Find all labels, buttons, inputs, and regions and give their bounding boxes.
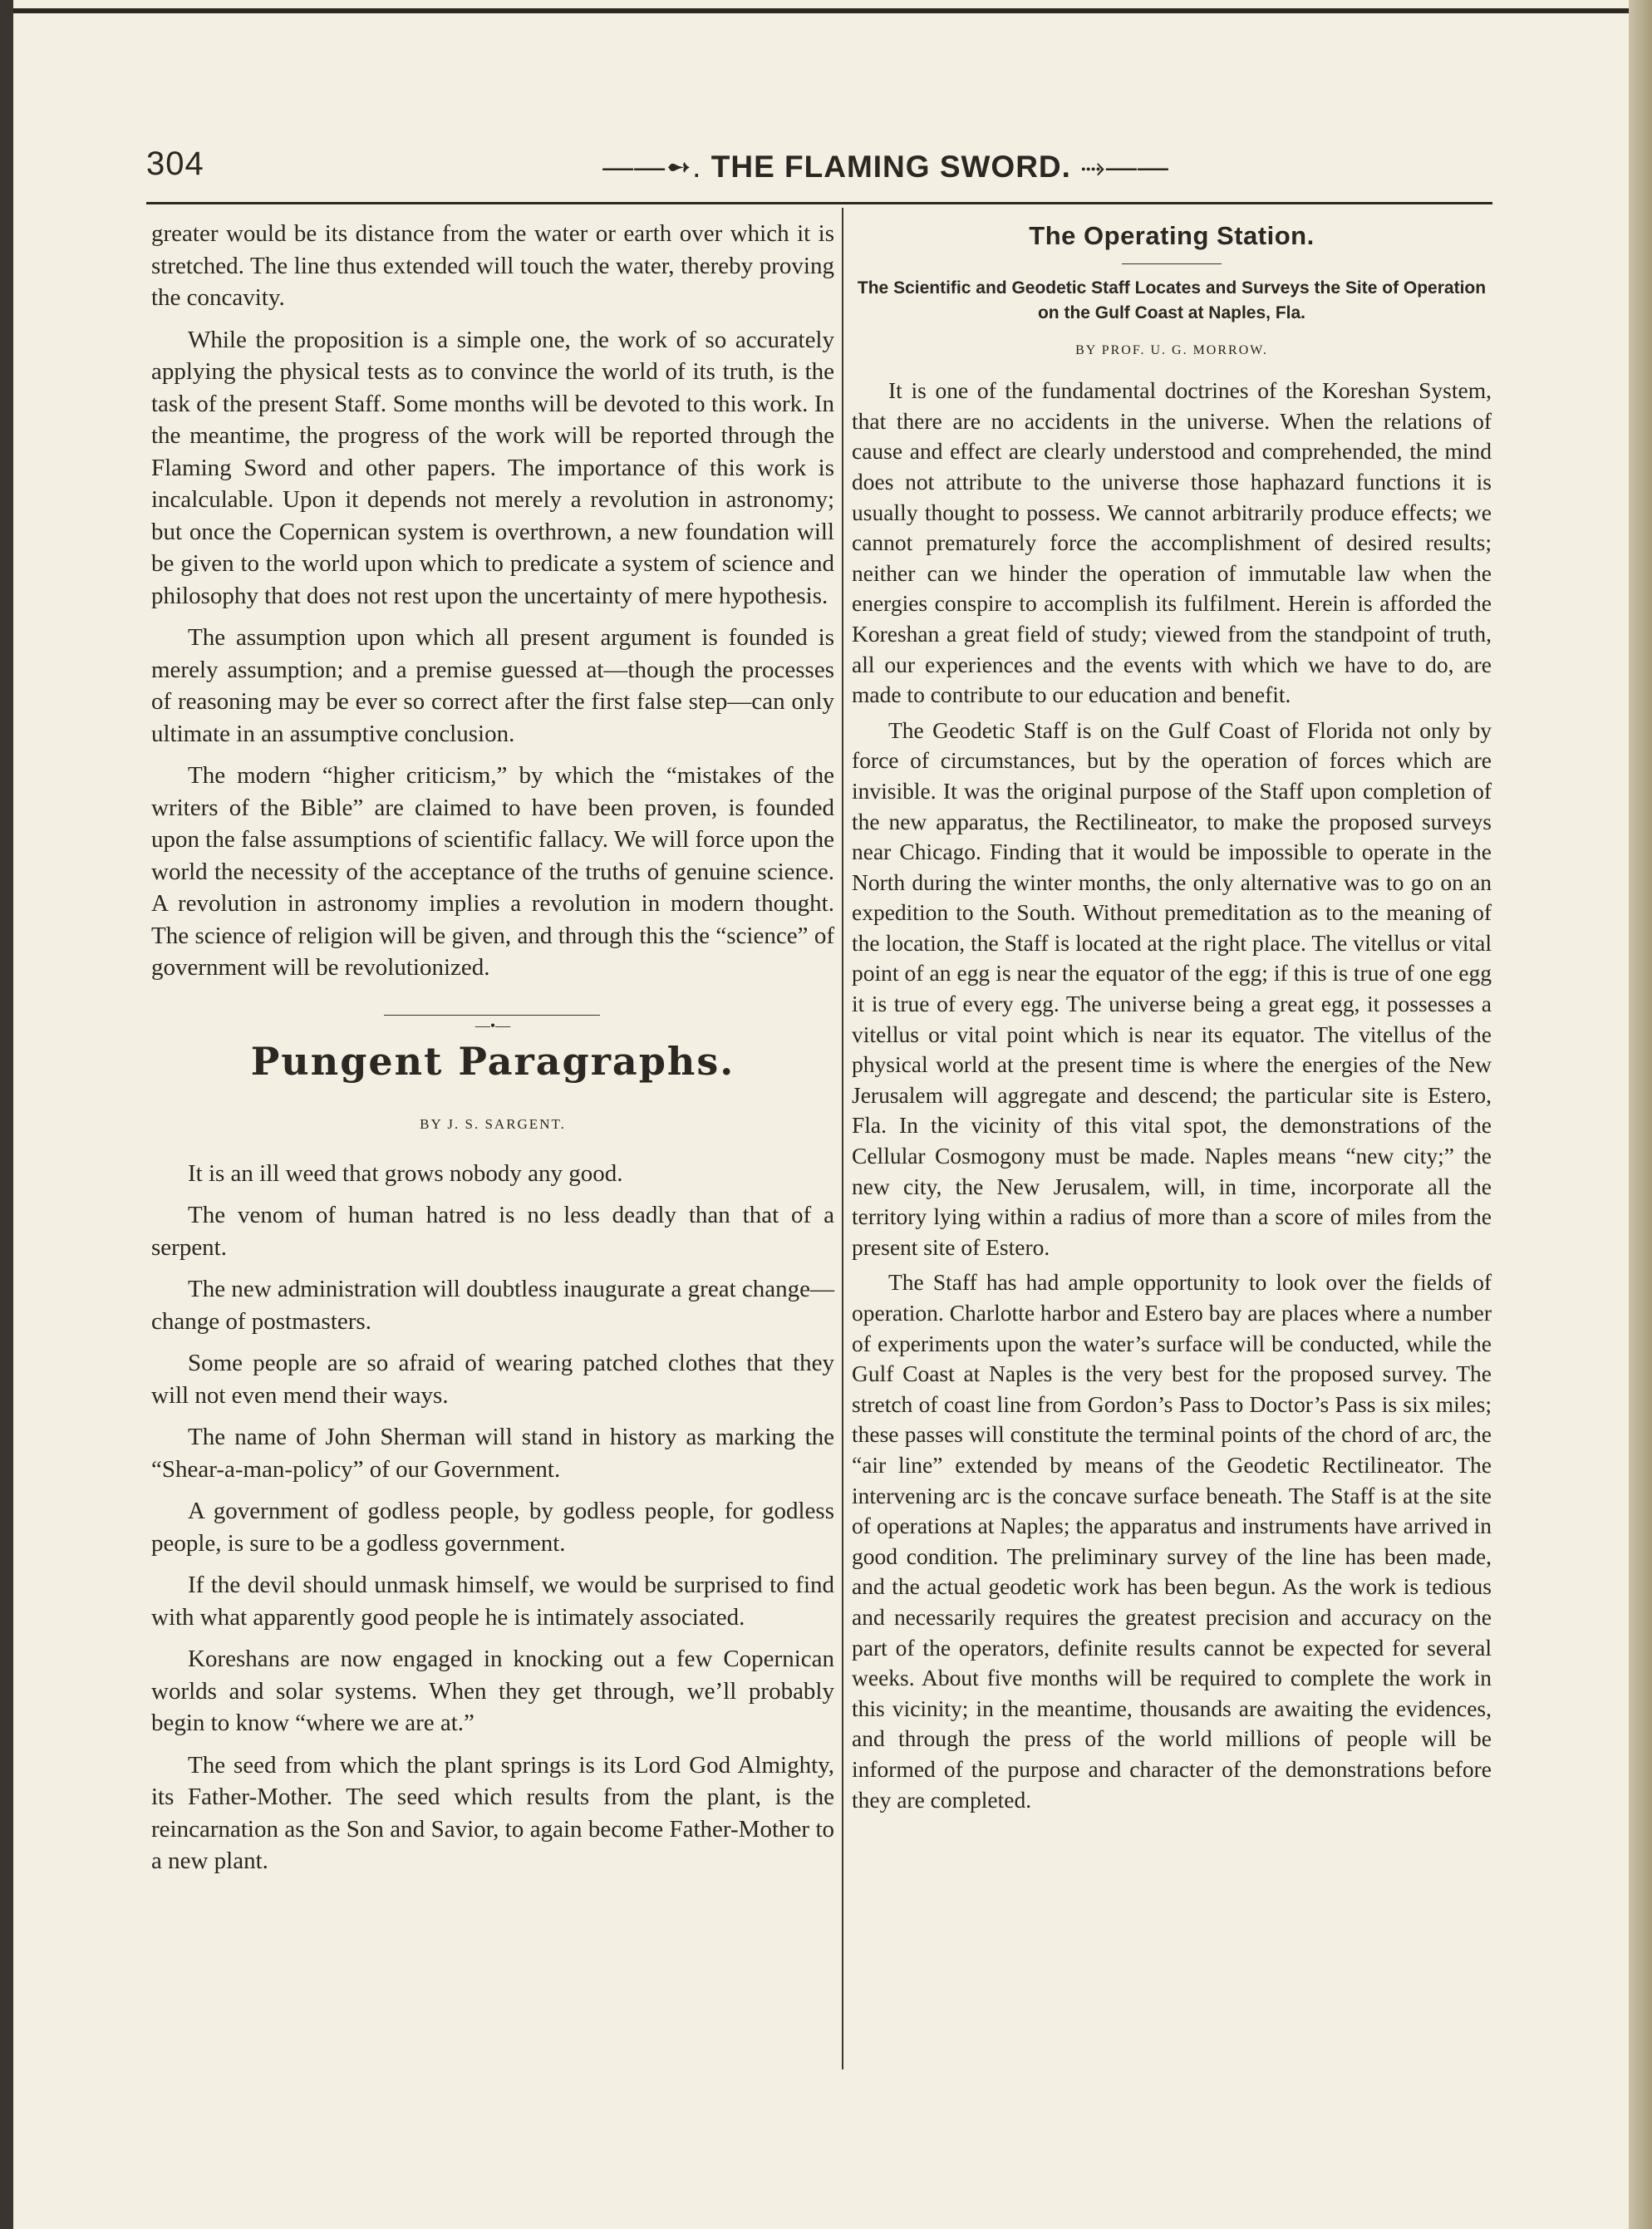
list-item: Some people are so afraid of wearing patched clothes that they will not even mend their ways. bbox=[151, 1350, 834, 1409]
ornament-glyph: —•— bbox=[470, 1017, 515, 1034]
paragraph: While the proposition is a simple one, the work of so accurately applying the physical tests as to convince the world of its truth, is the task of the present Staff. Some months will be devoted to this work. In the meantime, the progress of the work will be reported through the Flaming Sword and other papers. The importance of this work is incalculable. Upon it depends not merely a revolution in astronomy; but once the Copernican system is overthrown, a new foundation will be given to the world upon which to predicate a system of science and philosophy that does not rest upon the uncertainty of mere hypothesis. bbox=[151, 326, 834, 609]
page-header bbox=[146, 145, 1492, 195]
column-divider bbox=[842, 208, 843, 2069]
section-ornament bbox=[151, 1007, 834, 1034]
paragraph: The Geodetic Staff is on the Gulf Coast of Florida not only by force of circumstances, but by the operation of forces which are invisible. It was the original purpose of the Staff upon completion of the new apparatus, the Rectilineator, to make the proposed surveys near Chicago. Finding that it would be impossible to operate in the North during the winter months, the only alternative was to go on an expedition to the South. Without premeditation as to the meaning of the location, the Staff is located at the right place. The vitellus or vital point of an egg is near the equator of the egg; if this is true of one egg it is true of every egg. The universe being a great egg, it possesses a vitellus or vital point which is near its equator. The vitellus of the physical world at the present time is where the energies of the New Jerusalem will aggregate and descend; the particular site is Estero, Fla. In the vicinity of this vital spot, the demonstrations of the Cellular Cosmogony must be made. Naples means “new city;” the new city, the New Jerusalem, will, in time, incorporate all the territory lying within a radius of more than a score of miles from the present site of Estero. bbox=[852, 716, 1492, 1260]
page-number: 304 bbox=[146, 145, 204, 182]
title-rule bbox=[1122, 263, 1222, 264]
article-title: The Operating Station. bbox=[1029, 221, 1315, 250]
book-spine bbox=[1629, 0, 1652, 2229]
list-item: The seed from which the plant springs is its Lord God Almighty, its Father-Mother. The seed which results from the plant, is the reincarnation as the Son and Savior, to again become Father-Mother to a new plant. bbox=[151, 1751, 834, 1874]
paragraph: The Staff has had ample opportunity to look over the fields of operation. Charlotte harbor and Estero bay are places where a number of experiments upon the water’s surface will be conducted, while the Gulf Coast at Naples is the very best for the proposed survey. The stretch of coast line from Gordon’s Pass to Doctor’s Pass is six miles; these passes will constitute the terminal points of the chord of arc, the “air line” extended by means of the Geodetic Rectilineator. The intervening arc is the concave surface beneath. The Staff is at the site of operations at Naples; the apparatus and instruments have arrived in good condition. The preliminary survey of the line has been made, and the actual geodetic work has been begun. As the work is tedious and necessarily requires the greatest precision and accuracy on the part of the operators, definite results cannot be expected for several weeks. About five months will be required to complete the work in this vicinity; in the meantime, thousands are awaiting the evidences, and through the press of the world millions of people will be informed of the purpose and character of the demonstrations before they are completed. bbox=[852, 1269, 1492, 1813]
section-title: Pungent Paragraphs. bbox=[250, 1038, 735, 1084]
paragraph: It is one of the fundamental doctrines of the Koreshan System, that there are no accidents in the universe. When the relations of cause and effect are clearly understood and comprehended, the mind does not attribute to the universe those haphazard functions it is usually thought to possess. We cannot arbitrarily produce effects; we cannot prematurely force the accomplishment of desired results; neither can we hinder the operation of immutable law when the energies conspire to accomplish its fulfilment. Herein is afforded the Koreshan a great field of study; viewed from the standpoint of truth, all our experiences and the events with which we have to do, are made to contribute to our education and benefit. bbox=[852, 377, 1492, 708]
header-rule bbox=[146, 202, 1492, 204]
header-ornament-right: ⤑—— bbox=[1080, 150, 1169, 184]
list-item: The venom of human hatred is no less deadly than that of a serpent. bbox=[151, 1202, 834, 1261]
page-edge-left bbox=[0, 0, 13, 2229]
header-ornament-left: ——➻. bbox=[602, 150, 702, 184]
article-subtitle: The Scientific and Geodetic Staff Locates and Surveys the Site of Operation on the Gulf Coast at Naples, Fla. bbox=[857, 278, 1487, 322]
running-title bbox=[529, 149, 1243, 185]
list-item: Koreshans are now engaged in knocking out a few Copernican worlds and solar systems. When they get through, we’ll probably begin to know “where we are at.” bbox=[151, 1646, 834, 1736]
paragraph: The assumption upon which all present argument is founded is merely assumption; and a premise guessed at—though the processes of reasoning may be ever so correct after the first false step—can only ultimate in an assumptive conclusion. bbox=[151, 624, 834, 747]
list-item: The new administration will doubtless inaugurate a great change—change of postmasters. bbox=[151, 1276, 834, 1335]
page-top-edge bbox=[13, 8, 1629, 13]
paragraph: The modern “higher criticism,” by which the “mistakes of the writers of the Bible” are claimed to have been proven, is founded upon the false assumptions of scientific fallacy. We will force upon the world the necessity of the acceptance of the truths of genuine science. A revolution in astronomy implies a revolution in modern thought. The science of religion will be given, and through this the “science” of government will be revolutionized. bbox=[151, 762, 834, 981]
right-column bbox=[852, 218, 1492, 1820]
paragraph: greater would be its distance from the water or earth over which it is stretched. The line thus extended will touch the water, thereby proving the concavity. bbox=[151, 220, 834, 311]
article-byline: BY PROF. U. G. MORROW. bbox=[1075, 342, 1268, 357]
running-title-text: THE FLAMING SWORD. bbox=[710, 150, 1071, 184]
list-item: It is an ill weed that grows nobody any good. bbox=[188, 1159, 623, 1187]
byline: BY J. S. SARGENT. bbox=[420, 1116, 566, 1132]
list-item: A government of godless people, by godless people, for godless people, is sure to be a godless government. bbox=[151, 1498, 834, 1557]
list-item: The name of John Sherman will stand in history as marking the “Shear-a-man-policy” of our Government. bbox=[151, 1424, 834, 1483]
list-item: If the devil should unmask himself, we would be surprised to find with what apparently good people he is intimately associated. bbox=[151, 1572, 834, 1631]
left-column bbox=[151, 218, 834, 1887]
